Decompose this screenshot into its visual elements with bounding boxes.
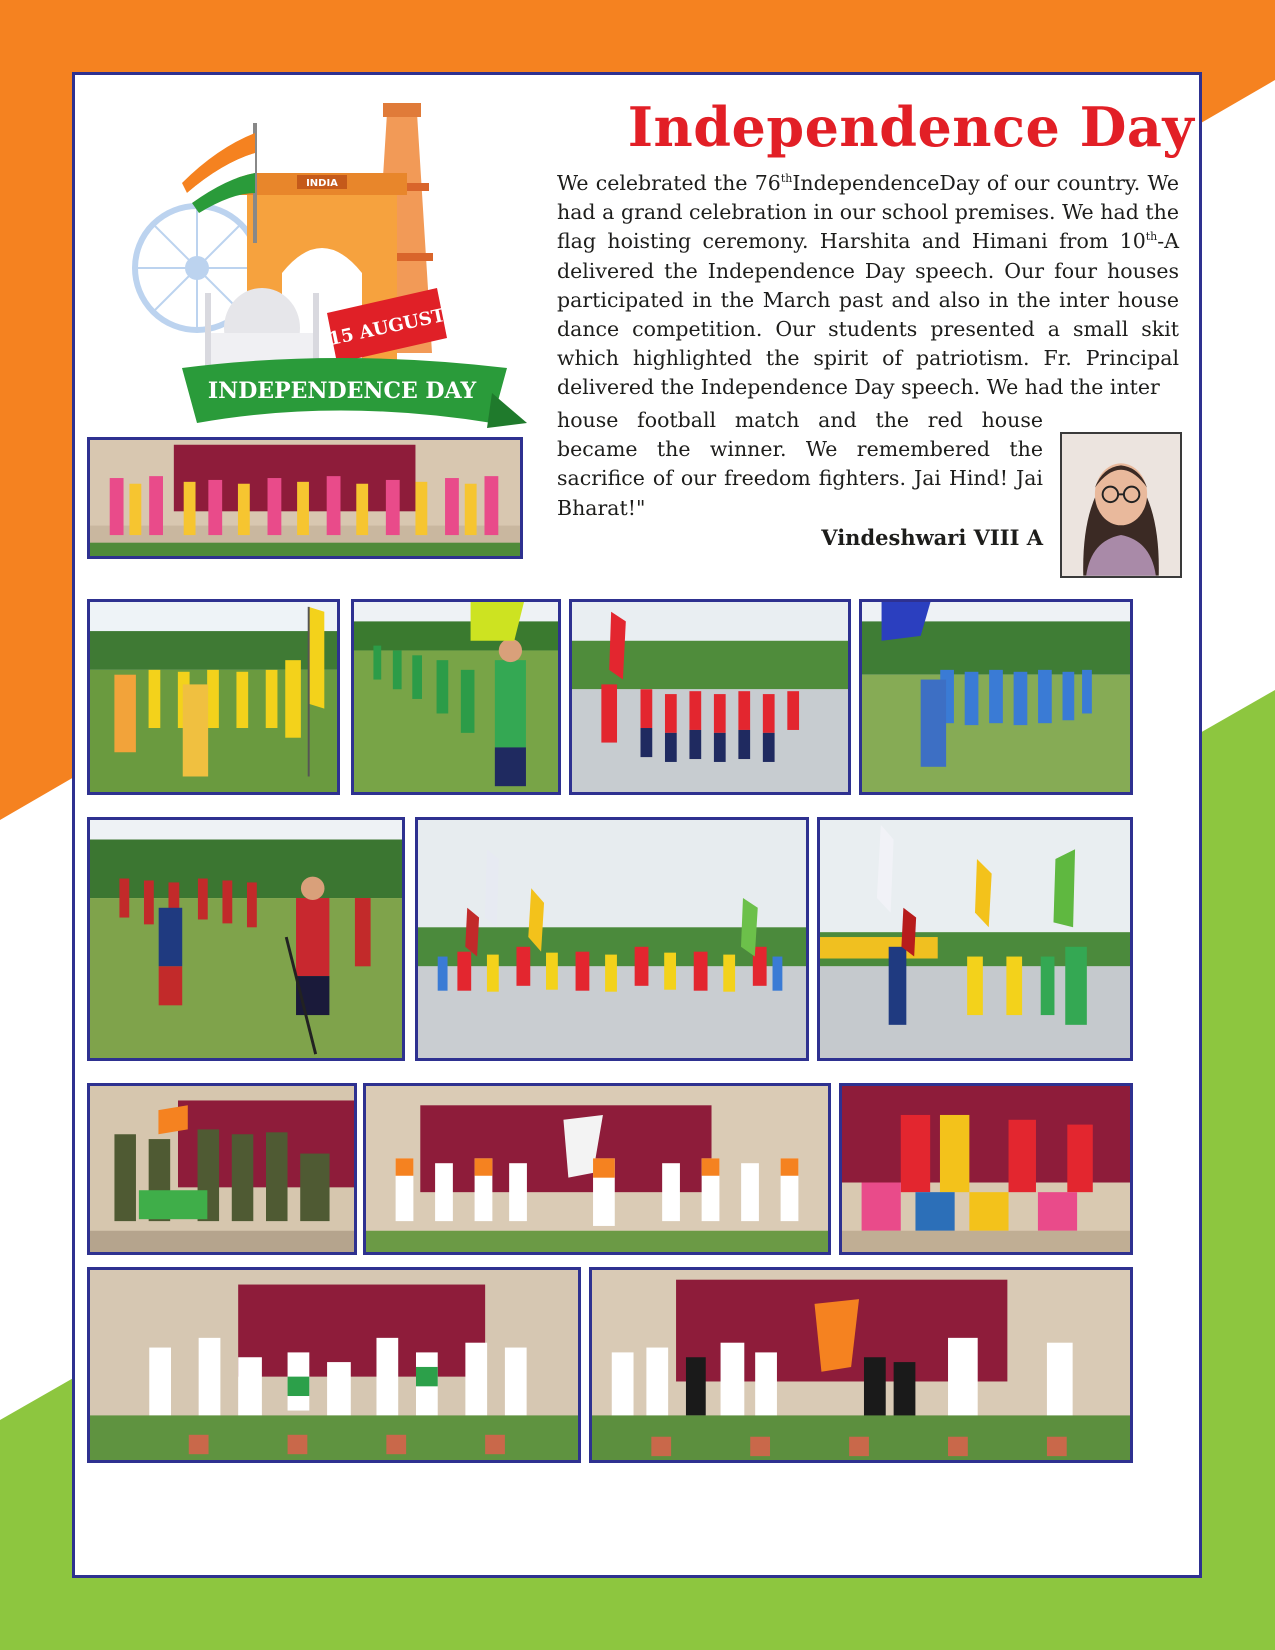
ordinal-suffix-1: th xyxy=(780,172,793,186)
date-ribbon-text: 15 AUGUST xyxy=(326,304,448,351)
march-past-yellow-house-photo xyxy=(87,599,340,795)
flag-march-photo xyxy=(415,817,809,1061)
march-past-green-house-photo xyxy=(351,599,561,795)
article-paragraph xyxy=(557,169,1179,403)
gate-label: INDIA xyxy=(306,178,338,189)
page-title: Independence Day xyxy=(627,95,1195,159)
stage-performance-photo xyxy=(363,1083,831,1255)
paragraph-part-2: IndependenceDay of our country. We had a grand celebration in our school premises. We had the flag hoisting ceremony. Harshita and Himani from 10 xyxy=(557,171,1179,254)
army-skit-photo xyxy=(87,1083,357,1255)
band-troop-photo xyxy=(87,817,405,1061)
stage-dance-photo xyxy=(87,437,523,559)
march-past-blue-house-photo xyxy=(859,599,1133,795)
author-name: Vindeshwari VIII A xyxy=(821,525,1043,550)
author-photo xyxy=(1060,432,1182,578)
paragraph-part-3: -A delivered the Independence Day speech. Our four houses participated in the March past and also in the inter house dance competition. Our students presented a small skit which highlighted the spirit of patriotism. Fr. Principal delivered the Independence Day speech. We had the inter xyxy=(557,229,1179,400)
house-flags-photo xyxy=(817,817,1133,1061)
article-paragraph-continued: house football match and the red house became the winner. We remembered the sacrifice of our freedom fighters. Jai Hind! Jai Bharat!" xyxy=(557,408,1043,520)
ordinal-suffix-2: th xyxy=(1145,230,1158,244)
paragraph-part-1: We celebrated the 76 xyxy=(557,171,781,195)
patriotic-dance-photo-right xyxy=(589,1267,1133,1463)
patriotic-dance-photo-left xyxy=(87,1267,581,1463)
march-past-red-house-photo xyxy=(569,599,851,795)
banner-text: INDEPENDENCE DAY xyxy=(207,378,477,404)
page-frame xyxy=(72,72,1202,1578)
independence-day-illustration xyxy=(87,93,537,443)
classical-dance-photo xyxy=(839,1083,1133,1255)
